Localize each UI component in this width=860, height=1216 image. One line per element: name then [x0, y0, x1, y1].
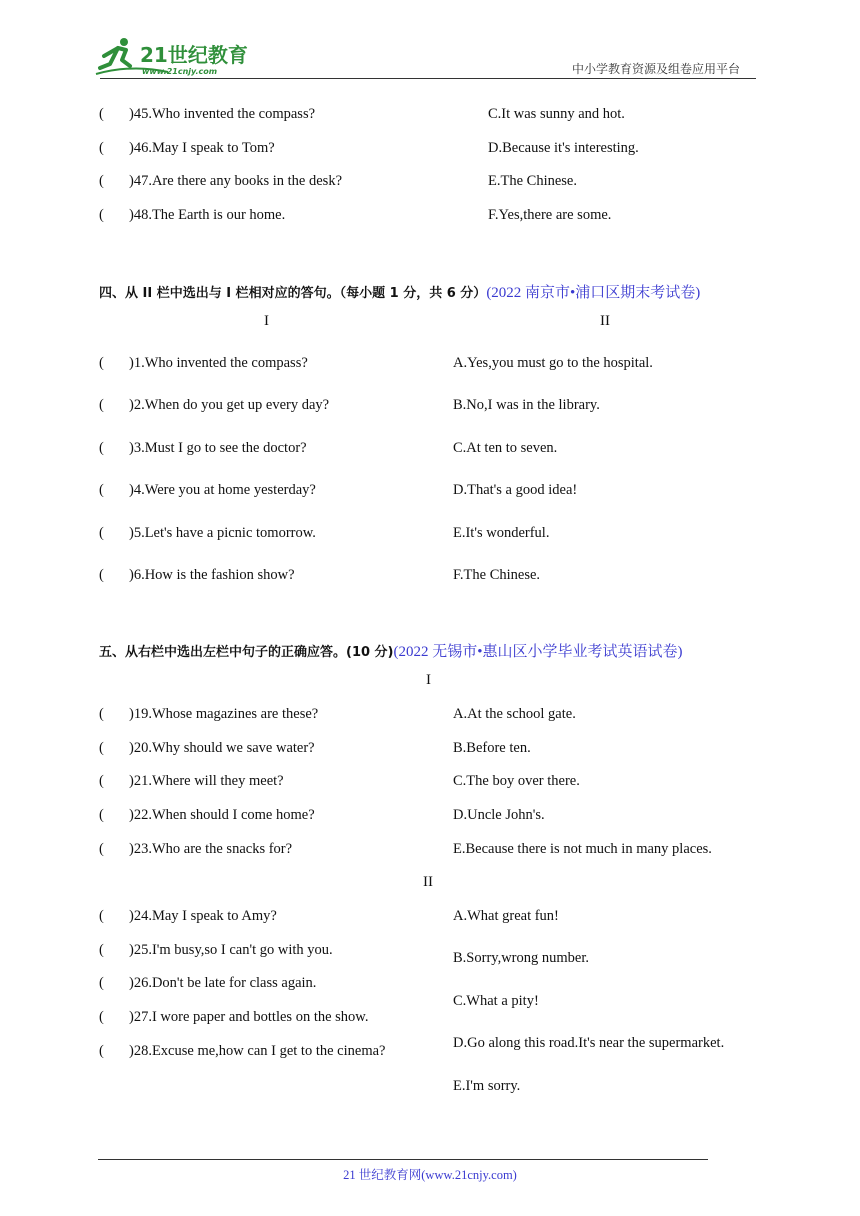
answer-option: D.Because it's interesting.	[488, 139, 639, 156]
question-text: )46.May I speak to Tom?	[129, 139, 275, 156]
section-4-source: (2022 南京市•浦口区期末考试卷)	[486, 285, 701, 301]
question-row	[0, 807, 860, 827]
section-5-heading	[99, 640, 683, 661]
answer-blank[interactable]: (	[99, 941, 104, 958]
question-text: )19.Whose magazines are these?	[129, 706, 319, 722]
question-text: )45.Who invented the compass?	[129, 106, 316, 122]
section-4-heading	[99, 281, 700, 302]
answer-option: B.Sorry,wrong number.	[453, 950, 589, 967]
answer-option: C.It was sunny and hot.	[488, 106, 625, 122]
answer-blank[interactable]: (	[99, 908, 104, 924]
answer-option: F.The Chinese.	[453, 567, 541, 583]
answer-option: E.Because there is not much in many places.	[453, 840, 712, 857]
answer-blank[interactable]: (	[99, 1042, 104, 1059]
question-text: )27.I wore paper and bottles on the show.	[129, 1009, 369, 1026]
site-logo	[92, 34, 262, 78]
answer-option: B.Before ten.	[453, 739, 531, 756]
question-row	[0, 355, 860, 375]
question-text: )47.Are there any books in the desk?	[129, 173, 343, 190]
question-text: )22.When should I come home?	[129, 807, 315, 824]
question-row	[0, 740, 860, 760]
question-text: )23.Who are the snacks for?	[129, 840, 293, 857]
question-row	[0, 397, 860, 417]
answer-blank[interactable]: (	[99, 524, 104, 541]
header-platform-title: 中小学教育资源及组卷应用平台	[572, 62, 741, 76]
question-row	[0, 106, 860, 126]
answer-blank[interactable]: (	[99, 482, 104, 499]
question-text: )4.Were you at home yesterday?	[129, 482, 316, 499]
footer-text: 21 世纪教育网(www.21cnjy.com)	[343, 1168, 517, 1182]
question-text: )1.Who invented the compass?	[129, 355, 308, 371]
section-5-part-ii-label: II	[423, 874, 433, 890]
question-row	[0, 908, 860, 928]
question-row	[0, 525, 860, 545]
answer-blank[interactable]: (	[99, 355, 104, 371]
section-5-source: (2022 无锡市•惠山区小学毕业考试英语试卷)	[393, 644, 683, 660]
question-text: )3.Must I go to see the doctor?	[129, 439, 307, 456]
answer-option: E.The Chinese.	[488, 173, 577, 190]
answer-option: E.I'm sorry.	[453, 1077, 521, 1094]
question-text: )48.The Earth is our home.	[129, 207, 286, 224]
question-text: )28.Excuse me,how can I get to the cinema?	[129, 1042, 386, 1059]
answer-blank[interactable]: (	[99, 567, 104, 583]
answer-option: A.At the school gate.	[453, 706, 576, 722]
logo-url: www.21cnjy.com	[142, 67, 218, 76]
answer-option: A.Yes,you must go to the hospital.	[453, 355, 653, 371]
answer-blank[interactable]: (	[99, 207, 104, 224]
question-row	[0, 1009, 860, 1029]
question-row	[0, 975, 860, 995]
answer-option: C.The boy over there.	[453, 773, 580, 790]
question-row	[0, 173, 860, 193]
question-row	[0, 482, 860, 502]
question-text: )20.Why should we save water?	[129, 739, 315, 756]
answer-option: D.That's a good idea!	[453, 482, 578, 499]
answer-blank[interactable]: (	[99, 840, 104, 857]
answer-blank[interactable]: (	[99, 773, 104, 790]
footer-divider	[98, 1159, 708, 1160]
answer-option: D.Uncle John's.	[453, 807, 545, 824]
answer-blank[interactable]: (	[99, 106, 104, 122]
question-text: )21.Where will they meet?	[129, 773, 284, 790]
answer-blank[interactable]: (	[99, 173, 104, 190]
question-text: )6.How is the fashion show?	[129, 567, 295, 583]
logo-text: 21世纪教育	[140, 43, 248, 67]
answer-blank[interactable]: (	[99, 706, 104, 722]
question-text: )2.When do you get up every day?	[129, 397, 330, 414]
question-text: )25.I'm busy,so I can't go with you.	[129, 941, 333, 958]
question-row	[0, 706, 860, 726]
runner-logo-icon	[92, 34, 262, 78]
answer-option: A.What great fun!	[453, 908, 559, 924]
question-text: )26.Don't be late for class again.	[129, 975, 317, 992]
section-5-title: 五、从右栏中选出左栏中句子的正确应答。(10 分)	[99, 645, 394, 660]
answer-blank[interactable]: (	[99, 975, 104, 992]
question-row	[0, 773, 860, 793]
question-row	[0, 841, 860, 861]
question-row	[0, 207, 860, 227]
answer-option: C.What a pity!	[453, 992, 539, 1009]
question-row	[0, 1043, 860, 1063]
answer-option: F.Yes,there are some.	[488, 207, 612, 224]
answer-blank[interactable]: (	[99, 1009, 104, 1026]
answer-option: B.No,I was in the library.	[453, 397, 600, 414]
answer-option: E.It's wonderful.	[453, 524, 550, 541]
section-4-title: 四、从 II 栏中选出与 I 栏相对应的答句。（每小题 1 分，共 6 分）	[99, 286, 487, 301]
answer-option: C.At ten to seven.	[453, 439, 558, 456]
header-divider	[100, 78, 756, 79]
answer-option: D.Go along this road.It's near the supermarket.	[453, 1035, 725, 1052]
answer-blank[interactable]: (	[99, 397, 104, 414]
section-5-part-i-label: I	[426, 672, 431, 688]
question-row	[0, 942, 860, 962]
question-row	[0, 140, 860, 160]
answer-blank[interactable]: (	[99, 439, 104, 456]
question-text: )5.Let's have a picnic tomorrow.	[129, 524, 316, 541]
section-4-column-ii: II	[600, 313, 610, 329]
answer-blank[interactable]: (	[99, 807, 104, 824]
answer-blank[interactable]: (	[99, 739, 104, 756]
question-row	[0, 440, 860, 460]
question-row	[0, 567, 860, 587]
section-4-column-i: I	[264, 313, 269, 329]
question-text: )24.May I speak to Amy?	[129, 908, 277, 924]
answer-blank[interactable]: (	[99, 139, 104, 156]
